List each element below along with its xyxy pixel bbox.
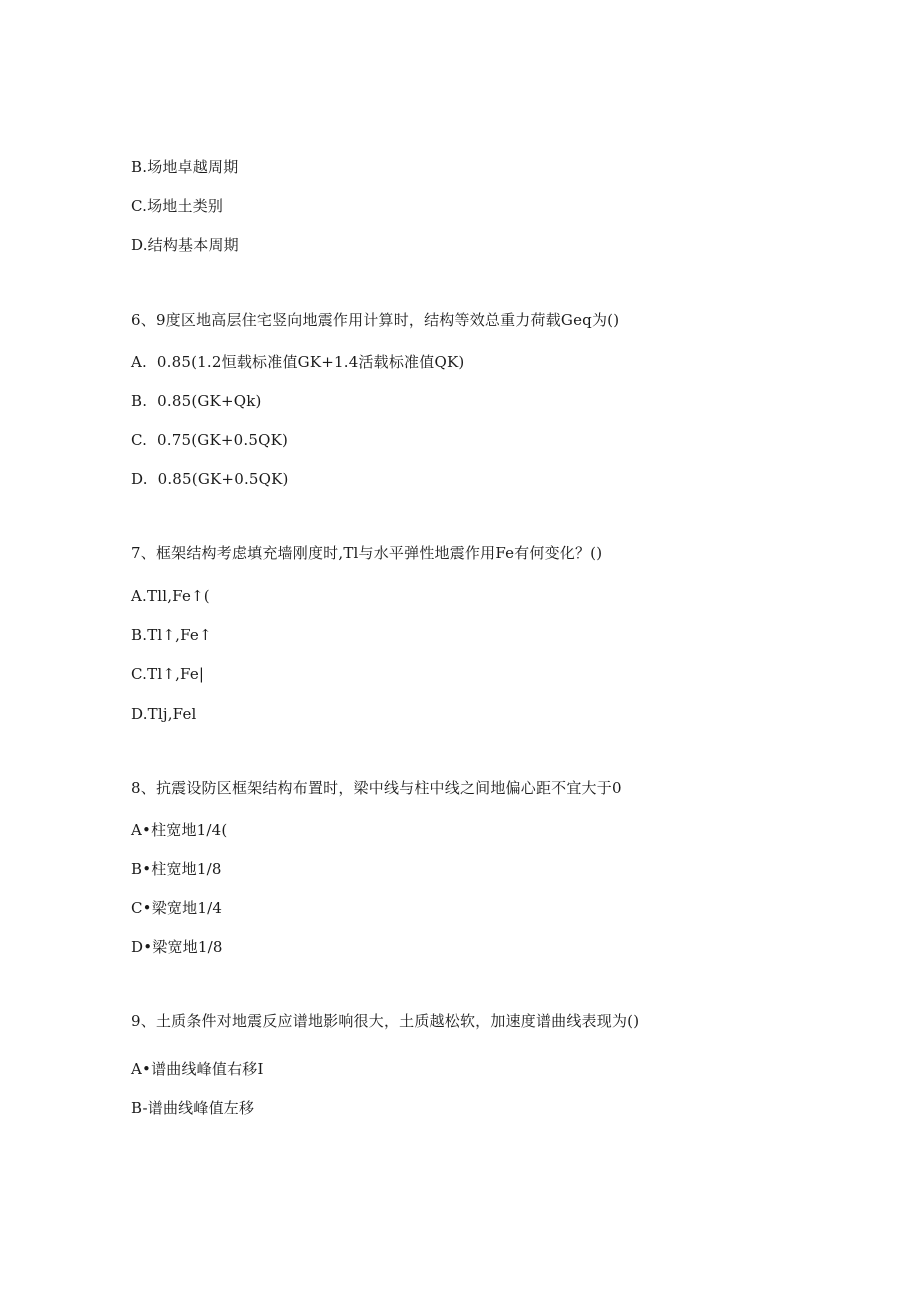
q8-option-d: D•梁宽地1/8 [131,938,223,956]
q5-option-b: B.场地卓越周期 [131,158,239,176]
q6-option-a: A. 0.85(1.2恒载标准值GK+1.4活载标准值QK) [131,353,465,371]
q8-option-a: A•柱宽地1/4( [131,821,228,839]
q7-option-c: C.Tl↑,Fe| [131,665,205,683]
q8-stem: 8、抗震设防区框架结构布置时，梁中线与柱中线之间地偏心距不宜大于0 [131,779,622,797]
q7-option-b: B.Tl↑,Fe↑ [131,626,212,644]
q7-stem: 7、框架结构考虑填充墙刚度时,Tl与水平弹性地震作用Fe有何变化？() [131,544,603,562]
q8-option-b: B•柱宽地1/8 [131,860,222,878]
q9-option-b: B-谱曲线峰值左移 [131,1099,255,1117]
q8-option-c: C•梁宽地1/4 [131,899,223,917]
q5-option-c: C.场地土类别 [131,197,224,215]
q9-stem: 9、土质条件对地震反应谱地影响很大，土质越松软，加速度谱曲线表现为() [131,1012,640,1030]
q6-option-d: D. 0.85(GK+0.5QK) [131,470,289,488]
q5-option-d: D.结构基本周期 [131,236,239,254]
q7-option-a: A.Tll,Fe↑( [131,587,210,605]
q7-option-d: D.Tlj,Fel [131,705,197,723]
q6-option-b: B. 0.85(GK+Qk) [131,392,262,410]
q6-stem: 6、9度区地高层住宅竖向地震作用计算时，结构等效总重力荷载Geq为() [131,311,620,329]
q9-option-a: A•谱曲线峰值右移I [131,1060,264,1078]
q6-option-c: C. 0.75(GK+0.5QK) [131,431,289,449]
